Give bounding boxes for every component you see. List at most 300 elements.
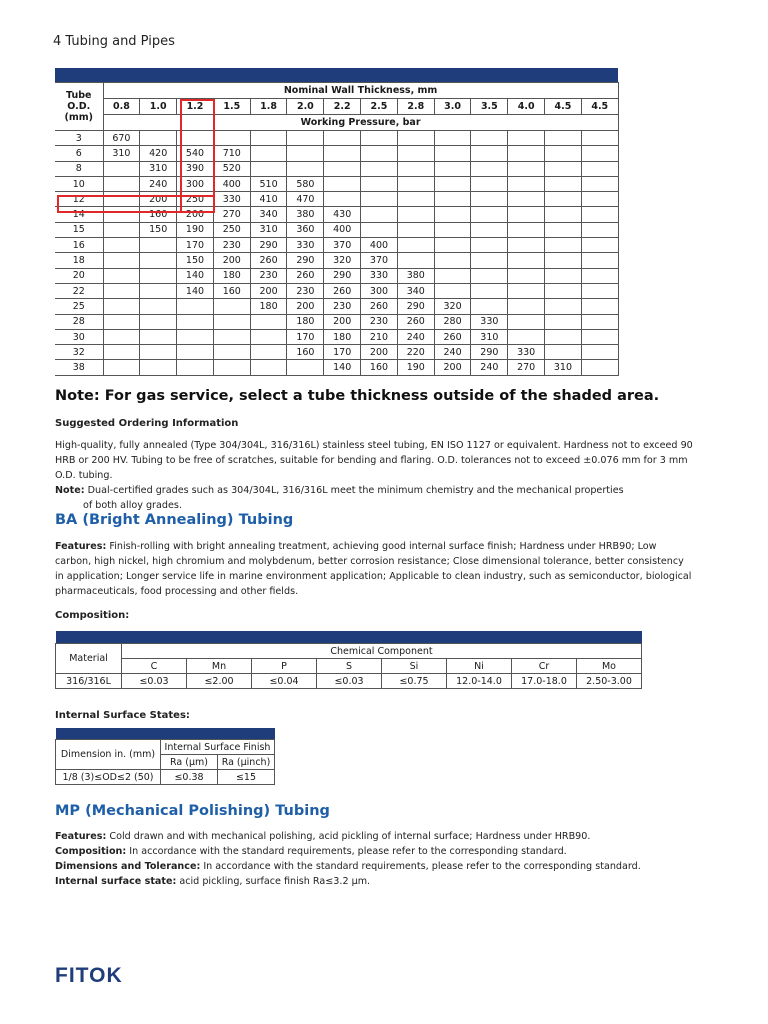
pressure-cell: 170	[177, 238, 214, 253]
table-row	[55, 253, 618, 268]
pressure-cell: 330	[471, 314, 508, 329]
pressure-cell	[140, 283, 177, 298]
pressure-cell: 260	[287, 268, 324, 283]
table-row	[55, 207, 618, 222]
pressure-cell	[397, 207, 434, 222]
pressure-cell	[545, 238, 582, 253]
pressure-cell	[397, 222, 434, 237]
pressure-cell	[361, 192, 398, 207]
pressure-cell	[545, 283, 582, 298]
material-header: Material	[56, 644, 122, 674]
pressure-cell	[250, 131, 287, 146]
pressure-cell	[324, 131, 361, 146]
pressure-cell: 670	[103, 131, 140, 146]
mp-features-label: Features:	[55, 831, 107, 842]
pressure-cell	[287, 131, 324, 146]
pressure-cell	[581, 161, 618, 176]
pressure-cell	[397, 146, 434, 161]
pressure-cell	[250, 329, 287, 344]
pressure-cell	[177, 299, 214, 314]
tube-od-cell: 28	[55, 314, 103, 329]
pressure-cell	[103, 299, 140, 314]
pressure-cell	[324, 146, 361, 161]
pressure-cell	[545, 329, 582, 344]
pressure-cell	[471, 222, 508, 237]
pressure-cell: 170	[287, 329, 324, 344]
table-row	[55, 238, 618, 253]
tube-od-cell: 8	[55, 161, 103, 176]
ba-features-text: Finish-rolling with bright annealing treatment, achieving good internal surface finish; Hardness under HRB90; Low carbon, high nickel, high chromium and molybdenum, better corrosion resistance; Close dimensional tolerance, better consistency in application; Longer service life in marine environment application; Applicable to clean industry, such as semiconductor, biological pharmaceuticals, food processing and other fields.	[55, 541, 692, 597]
thickness-header: 2.8	[397, 99, 434, 115]
pressure-cell: 390	[177, 161, 214, 176]
tube-od-cell: 10	[55, 176, 103, 191]
pressure-cell: 160	[140, 207, 177, 222]
table-row	[55, 176, 618, 191]
pressure-cell	[471, 161, 508, 176]
ra-um-cell: ≤0.38	[161, 770, 218, 785]
tube-od-cell: 16	[55, 238, 103, 253]
thickness-header: 2.5	[361, 99, 398, 115]
pressure-cell	[361, 146, 398, 161]
thickness-header: 4.5	[581, 99, 618, 115]
pressure-cell	[471, 299, 508, 314]
pressure-cell: 330	[508, 345, 545, 360]
tube-od-cell: 25	[55, 299, 103, 314]
comp-header-band	[56, 631, 642, 644]
pressure-cell	[103, 283, 140, 298]
table-row	[55, 283, 618, 298]
element-value: ≤0.75	[382, 674, 447, 689]
pressure-cell: 260	[250, 253, 287, 268]
pressure-cell	[545, 222, 582, 237]
pressure-cell	[545, 146, 582, 161]
element-header: P	[252, 659, 317, 674]
pressure-cell: 260	[361, 299, 398, 314]
pressure-cell	[545, 176, 582, 191]
tube-od-cell: 32	[55, 345, 103, 360]
pressure-cell	[508, 146, 545, 161]
pressure-cell	[397, 238, 434, 253]
pressure-cell: 290	[287, 253, 324, 268]
ra-um-header: Ra (μm)	[161, 755, 218, 770]
note-label: Note:	[55, 485, 85, 496]
ordering-note	[55, 483, 695, 498]
pressure-cell	[434, 222, 471, 237]
pressure-cell	[581, 131, 618, 146]
element-value: 17.0-18.0	[512, 674, 577, 689]
pressure-cell	[434, 146, 471, 161]
pressure-cell	[545, 207, 582, 222]
pressure-cell: 200	[287, 299, 324, 314]
pressure-cell: 190	[397, 360, 434, 375]
pressure-cell	[545, 131, 582, 146]
pressure-cell: 380	[397, 268, 434, 283]
note-text: Dual-certified grades such as 304/304L, 316/316L meet the minimum chemistry and the mechanical properties	[84, 485, 624, 496]
thickness-header: 1.0	[140, 99, 177, 115]
pressure-cell	[581, 146, 618, 161]
pressure-cell	[545, 192, 582, 207]
pressure-cell	[581, 345, 618, 360]
pressure-cell: 200	[250, 283, 287, 298]
mp-features	[55, 829, 695, 844]
pressure-cell: 240	[140, 176, 177, 191]
pressure-cell: 170	[324, 345, 361, 360]
pressure-cell	[434, 238, 471, 253]
ba-features	[55, 539, 695, 599]
tube-od-cell: 15	[55, 222, 103, 237]
pressure-cell: 290	[324, 268, 361, 283]
pressure-cell: 240	[471, 360, 508, 375]
pressure-cell	[434, 253, 471, 268]
pressure-cell	[545, 299, 582, 314]
pressure-cell	[361, 176, 398, 191]
pressure-cell	[103, 176, 140, 191]
table-row	[55, 345, 618, 360]
pressure-cell	[140, 329, 177, 344]
pressure-cell	[361, 131, 398, 146]
pressure-cell: 260	[324, 283, 361, 298]
pressure-cell: 200	[140, 192, 177, 207]
element-value: 12.0-14.0	[447, 674, 512, 689]
thickness-header: 4.0	[508, 99, 545, 115]
dimension-cell: 1/8 (3)≤OD≤2 (50)	[56, 770, 161, 785]
thickness-header: 2.0	[287, 99, 324, 115]
pressure-cell: 150	[177, 253, 214, 268]
pressure-cell	[103, 360, 140, 375]
element-header: S	[317, 659, 382, 674]
pressure-cell: 160	[213, 283, 250, 298]
finish-header: Internal Surface Finish	[161, 740, 275, 755]
tube-od-cell: 6	[55, 146, 103, 161]
pressure-cell: 140	[177, 283, 214, 298]
pressure-cell: 240	[434, 345, 471, 360]
pressure-cell	[103, 314, 140, 329]
thickness-header: 1.2	[177, 99, 214, 115]
pressure-cell: 340	[397, 283, 434, 298]
pressure-cell	[545, 253, 582, 268]
table-row	[55, 268, 618, 283]
pressure-cell	[581, 192, 618, 207]
dimension-header: Dimension in. (mm)	[56, 740, 161, 770]
tube-od-cell: 22	[55, 283, 103, 298]
element-header: Si	[382, 659, 447, 674]
pressure-cell	[471, 131, 508, 146]
table-row	[55, 329, 618, 344]
pressure-cell: 400	[324, 222, 361, 237]
mp-surface-label: Internal surface state:	[55, 876, 177, 887]
pressure-cell	[508, 314, 545, 329]
mp-composition-label: Composition:	[55, 846, 127, 857]
tube-od-cell: 20	[55, 268, 103, 283]
ra-uinch-cell: ≤15	[218, 770, 275, 785]
table-row	[55, 131, 618, 146]
pressure-cell	[397, 192, 434, 207]
pressure-cell: 330	[287, 238, 324, 253]
pressure-cell	[434, 268, 471, 283]
pressure-cell: 200	[324, 314, 361, 329]
element-header: Cr	[512, 659, 577, 674]
mp-section-title: MP (Mechanical Polishing) Tubing	[55, 803, 330, 819]
element-header: C	[122, 659, 187, 674]
pressure-cell: 160	[287, 345, 324, 360]
pressure-cell: 310	[545, 360, 582, 375]
pressure-cell	[508, 222, 545, 237]
tube-od-header: Tube O.D. (mm)	[55, 83, 103, 131]
pressure-cell	[177, 314, 214, 329]
element-value: ≤0.03	[122, 674, 187, 689]
pressure-cell: 270	[508, 360, 545, 375]
ra-uinch-header: Ra (μinch)	[218, 755, 275, 770]
pressure-cell	[177, 345, 214, 360]
pressure-cell	[434, 131, 471, 146]
pressure-cell: 310	[471, 329, 508, 344]
pressure-cell: 310	[140, 161, 177, 176]
working-pressure-table	[55, 68, 619, 376]
pressure-cell: 710	[213, 146, 250, 161]
mp-composition-text: In accordance with the standard requirements, please refer to the corresponding standard.	[126, 846, 567, 857]
pressure-cell: 140	[324, 360, 361, 375]
ordering-note-cont: of both alloy grades.	[83, 500, 182, 511]
pressure-cell	[508, 268, 545, 283]
pressure-cell: 520	[213, 161, 250, 176]
pressure-cell: 230	[324, 299, 361, 314]
pressure-cell: 180	[250, 299, 287, 314]
pressure-cell: 310	[250, 222, 287, 237]
tube-od-cell: 38	[55, 360, 103, 375]
pressure-cell	[545, 314, 582, 329]
table-row	[55, 192, 618, 207]
pressure-cell: 330	[361, 268, 398, 283]
pressure-cell	[581, 222, 618, 237]
ba-section-title: BA (Bright Annealing) Tubing	[55, 512, 294, 528]
pressure-cell	[103, 345, 140, 360]
surf-header-band	[56, 728, 275, 740]
pressure-cell	[324, 176, 361, 191]
pressure-cell: 470	[287, 192, 324, 207]
pressure-cell	[213, 345, 250, 360]
page-header: 4 Tubing and Pipes	[53, 34, 175, 49]
pressure-cell: 330	[213, 192, 250, 207]
pressure-cell	[250, 345, 287, 360]
element-value: ≤0.03	[317, 674, 382, 689]
pressure-cell: 370	[324, 238, 361, 253]
pressure-cell	[250, 146, 287, 161]
pressure-cell: 510	[250, 176, 287, 191]
pressure-cell	[434, 161, 471, 176]
ba-features-label: Features:	[55, 541, 107, 552]
nominal-wall-header: Nominal Wall Thickness, mm	[103, 83, 618, 99]
pressure-cell	[508, 131, 545, 146]
pressure-cell	[581, 283, 618, 298]
thickness-header: 2.2	[324, 99, 361, 115]
pressure-cell	[287, 146, 324, 161]
pressure-cell	[471, 268, 508, 283]
pressure-cell: 310	[103, 146, 140, 161]
tube-od-cell: 12	[55, 192, 103, 207]
pressure-cell: 180	[213, 268, 250, 283]
pressure-cell: 580	[287, 176, 324, 191]
pressure-cell: 180	[287, 314, 324, 329]
pressure-cell: 270	[213, 207, 250, 222]
pressure-cell	[213, 329, 250, 344]
pressure-cell: 200	[361, 345, 398, 360]
pressure-cell	[361, 161, 398, 176]
pressure-cell	[103, 161, 140, 176]
pressure-cell	[250, 360, 287, 375]
mp-surface	[55, 874, 695, 889]
pressure-cell	[581, 238, 618, 253]
pressure-cell	[177, 360, 214, 375]
table-row	[55, 299, 618, 314]
pressure-cell	[140, 345, 177, 360]
element-value: ≤2.00	[187, 674, 252, 689]
pressure-cell	[140, 299, 177, 314]
table-row	[55, 161, 618, 176]
thickness-header: 0.8	[103, 99, 140, 115]
pressure-cell	[508, 253, 545, 268]
pressure-cell: 360	[287, 222, 324, 237]
tube-od-cell: 30	[55, 329, 103, 344]
pressure-cell	[545, 161, 582, 176]
surface-heading: Internal Surface States:	[55, 710, 190, 721]
pressure-cell: 300	[361, 283, 398, 298]
pressure-cell	[581, 329, 618, 344]
pressure-cell	[471, 176, 508, 191]
pressure-cell: 260	[434, 329, 471, 344]
pressure-cell	[397, 131, 434, 146]
pressure-cell	[250, 314, 287, 329]
surface-finish-table	[55, 728, 275, 785]
chemical-component-header: Chemical Component	[122, 644, 642, 659]
pressure-cell: 410	[250, 192, 287, 207]
pressure-cell	[581, 314, 618, 329]
pressure-cell	[508, 299, 545, 314]
pressure-cell: 240	[397, 329, 434, 344]
pressure-cell: 340	[250, 207, 287, 222]
pressure-cell: 250	[213, 222, 250, 237]
thickness-header: 1.5	[213, 99, 250, 115]
pressure-cell	[434, 283, 471, 298]
ordering-heading: Suggested Ordering Information	[55, 418, 239, 429]
pressure-cell	[177, 329, 214, 344]
pressure-cell	[508, 238, 545, 253]
pressure-cell: 200	[213, 253, 250, 268]
table-row	[55, 222, 618, 237]
pressure-cell	[140, 360, 177, 375]
pressure-cell	[397, 161, 434, 176]
pressure-cell: 290	[471, 345, 508, 360]
pressure-cell: 400	[213, 176, 250, 191]
pressure-cell: 160	[361, 360, 398, 375]
thickness-header: 3.0	[434, 99, 471, 115]
pressure-cell	[250, 161, 287, 176]
pressure-cell	[508, 161, 545, 176]
pressure-cell	[581, 207, 618, 222]
element-header: Mo	[577, 659, 642, 674]
pressure-cell: 230	[361, 314, 398, 329]
pressure-cell	[508, 192, 545, 207]
pressure-cell	[103, 253, 140, 268]
pressure-cell: 320	[434, 299, 471, 314]
mp-details	[55, 829, 695, 889]
pressure-cell: 300	[177, 176, 214, 191]
pressure-cell	[177, 131, 214, 146]
working-pressure-header: Working Pressure, bar	[103, 115, 618, 131]
pressure-cell	[471, 253, 508, 268]
pressure-cell: 380	[287, 207, 324, 222]
mp-surface-text: acid pickling, surface finish Ra≤3.2 μm.	[176, 876, 371, 887]
fitok-logo: FITOK	[55, 964, 123, 987]
pressure-cell	[140, 131, 177, 146]
pressure-cell	[581, 360, 618, 375]
pressure-cell: 230	[213, 238, 250, 253]
pressure-cell	[140, 268, 177, 283]
tube-od-cell: 14	[55, 207, 103, 222]
pressure-cell	[471, 146, 508, 161]
pressure-cell	[103, 207, 140, 222]
pressure-cell: 540	[177, 146, 214, 161]
pressure-cell	[434, 176, 471, 191]
pressure-cell	[581, 268, 618, 283]
pressure-cell: 250	[177, 192, 214, 207]
pressure-cell: 210	[361, 329, 398, 344]
tube-od-cell: 3	[55, 131, 103, 146]
ordering-line: High-quality, fully annealed (Type 304/304L, 316/316L) stainless steel tubing, EN ISO 1127 or equivalent. Hardness not to exceed 90 HRB or 200 HV. Tubing to be free of scratches, suitable for bending and flaring. O.D. tolerances not to exceed ±0.076 mm for 3 mm O.D. tubing.	[55, 440, 693, 481]
pressure-cell	[581, 299, 618, 314]
pressure-cell: 150	[140, 222, 177, 237]
table-header-band	[55, 68, 618, 83]
pressure-cell: 400	[361, 238, 398, 253]
pressure-cell	[471, 207, 508, 222]
material-cell: 316/316L	[56, 674, 122, 689]
pressure-cell	[508, 207, 545, 222]
pressure-cell: 290	[397, 299, 434, 314]
pressure-cell	[434, 207, 471, 222]
pressure-cell: 430	[324, 207, 361, 222]
table-row	[55, 314, 618, 329]
pressure-cell	[581, 176, 618, 191]
pressure-cell: 200	[177, 207, 214, 222]
element-value: 2.50-3.00	[577, 674, 642, 689]
pressure-cell	[140, 314, 177, 329]
tube-od-cell: 18	[55, 253, 103, 268]
element-header: Ni	[447, 659, 512, 674]
pressure-cell	[140, 253, 177, 268]
pressure-cell	[508, 283, 545, 298]
pressure-cell: 220	[397, 345, 434, 360]
mp-dimensions-label: Dimensions and Tolerance:	[55, 861, 201, 872]
pressure-cell	[471, 238, 508, 253]
pressure-cell	[434, 192, 471, 207]
thickness-header: 4.5	[545, 99, 582, 115]
pressure-cell: 290	[250, 238, 287, 253]
pressure-cell: 140	[177, 268, 214, 283]
pressure-cell	[287, 360, 324, 375]
pressure-cell	[103, 222, 140, 237]
pressure-cell: 180	[324, 329, 361, 344]
pressure-cell	[471, 283, 508, 298]
thickness-header: 3.5	[471, 99, 508, 115]
pressure-cell: 320	[324, 253, 361, 268]
pressure-cell	[213, 314, 250, 329]
pressure-cell	[361, 222, 398, 237]
mp-dimensions-text: In accordance with the standard requirements, please refer to the corresponding standard.	[200, 861, 641, 872]
pressure-cell: 190	[177, 222, 214, 237]
pressure-cell: 280	[434, 314, 471, 329]
pressure-cell: 260	[397, 314, 434, 329]
pressure-cell	[213, 299, 250, 314]
pressure-cell	[140, 238, 177, 253]
